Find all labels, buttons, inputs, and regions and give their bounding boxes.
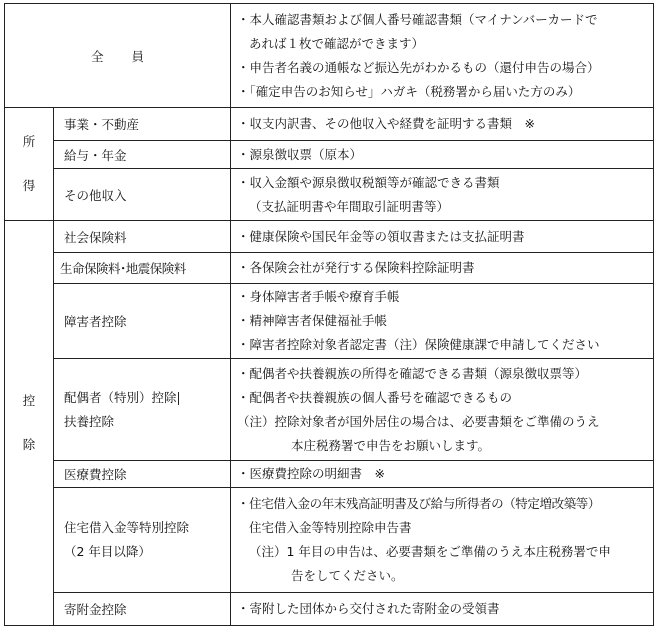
doc-line: ・住宅借入金の年末残高証明書及び給与所得者の（特定増改築等） (237, 496, 601, 511)
label-char: 除 (22, 437, 36, 452)
row-documents (231, 253, 654, 284)
table-row (5, 359, 654, 461)
doc-line: 本庄税務署で申告をお願いします。 (291, 437, 491, 453)
table-row (5, 488, 654, 593)
doc-line: ・申告者名義の通帳など振込先がわかるもの（還付申告の場合） (237, 59, 600, 75)
income-group-label (5, 108, 54, 221)
doc-line: ・各保険会社が発行する保険料控除証明書 (237, 260, 475, 275)
doc-line: （注）1 年目の申告は、必要書類をご準備のうえ本庄税務署で申 (249, 544, 611, 559)
all-members-label (5, 4, 231, 108)
row-documents (231, 141, 654, 169)
doc-line: ・精神障害者保健福祉手帳 (237, 313, 388, 328)
doc-line: ・本人確認書類および個人番号確認書類（マイナンバーカードで (237, 11, 598, 27)
text-cursor (178, 392, 179, 405)
required-documents-table (4, 3, 654, 626)
row-label: 社会保険料 (54, 221, 231, 253)
doc-line: 住宅借入金等特別控除申告書 (249, 520, 412, 535)
table-row (5, 284, 654, 359)
doc-line: （支払証明書や年間取引証明書等） (249, 198, 450, 214)
label-char: 控 (22, 393, 36, 408)
row-label-line (64, 386, 230, 410)
row-label: 医療費控除 (54, 461, 231, 488)
row-label (54, 488, 231, 593)
label-text: 配偶者（特別）控除 (64, 389, 177, 405)
doc-line: ・配偶者や扶養親族の所得を確認できる書類（源泉徴収票等） (237, 365, 588, 381)
table-row (5, 221, 654, 253)
doc-line: ・収支内訳書、その他収入や経費を証明する書類 ※ (237, 116, 535, 131)
doc-line: ・配偶者や扶養親族の個人番号を確認できるもの (237, 389, 513, 405)
all-members-documents (231, 4, 654, 108)
row-documents (231, 169, 654, 221)
doc-line: ・源泉徴収票（原本） (237, 146, 363, 162)
table-row (5, 461, 654, 488)
table-row (5, 141, 654, 169)
row-documents (231, 488, 654, 593)
row-documents (231, 359, 654, 461)
doc-line: 告をしてください。 (291, 568, 404, 583)
row-label: 寄附金控除 (54, 593, 231, 626)
row-label: 給与・年金 (54, 141, 231, 169)
doc-line: （注）控除対象者が国外居住の場合は、必要書類をご準備のうえ (237, 413, 600, 429)
row-documents (231, 284, 654, 359)
row-label-line: （2 年目以降） (64, 544, 151, 559)
row-label: 事業・不動産 (54, 108, 231, 141)
doc-line: ・収入金額や源泉徴収税額等が確認できる書類 (237, 174, 500, 190)
table-row (5, 108, 654, 141)
row-label: その他収入 (54, 169, 231, 221)
row-documents (231, 108, 654, 141)
doc-line: ・寄附した団体から交付された寄附金の受領書 (237, 601, 500, 616)
deduction-group-label (5, 221, 54, 626)
table-row (5, 253, 654, 284)
row-label-line: 住宅借入金等特別控除 (64, 520, 190, 535)
doc-line: ・医療費控除の明細書 ※ (237, 466, 385, 481)
table-row (5, 593, 654, 626)
doc-line: ・「確定申告のお知らせ」ハガキ（税務署から届いた方のみ） (237, 83, 581, 99)
row-documents (231, 593, 654, 626)
row-label: 生命保険料･地震保険料 (54, 253, 231, 284)
label-char: 得 (22, 178, 36, 193)
table-row-all (5, 4, 654, 108)
doc-line: ・身体障害者手帳や療育手帳 (237, 289, 400, 304)
row-documents (231, 221, 654, 253)
row-label (54, 359, 231, 461)
label-char: 全 (90, 48, 104, 64)
doc-line: あれば１枚で確認ができます） (249, 35, 425, 51)
row-label-line: 扶養控除 (64, 413, 115, 429)
doc-line: ・健康保険や国民年金等の領収書または支払証明書 (237, 228, 525, 244)
doc-line: ・障害者控除対象者認定書（注）保険健康課で申請してください (237, 337, 600, 352)
row-label: 障害者控除 (54, 284, 231, 359)
label-char: 所 (22, 134, 36, 149)
label-char: 員 (131, 48, 145, 64)
row-documents (231, 461, 654, 488)
table-row (5, 169, 654, 221)
